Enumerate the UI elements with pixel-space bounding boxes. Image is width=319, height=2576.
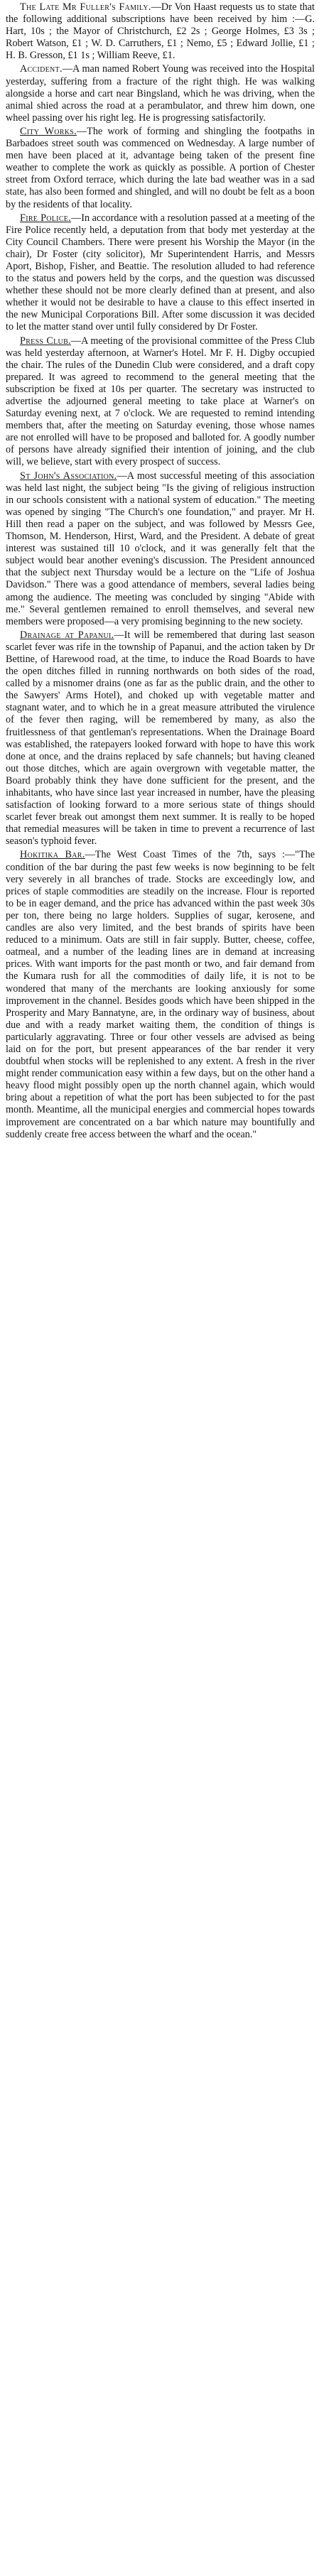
news-heading: The Late Mr Fuller's Family. xyxy=(20,1,151,13)
news-paragraph xyxy=(6,849,315,1140)
news-item-st-johns-association xyxy=(6,470,315,628)
news-body: —A man named Robert Young was received into the Hospital yesterday, suffering from a fracture of the right thigh. He was walking alongside a horse and cart near Bingsland, which he was driving, when the animal shied across the road at a perambulator, and threw him down, one wheel passing over his right leg. He is progressing satisfactorily. xyxy=(6,63,315,124)
news-paragraph xyxy=(6,1,315,62)
news-body: —A most successful meeting of this association was held last night, the subject being "Is the giving of religious instruction in our schools consistent with a national system of education." The meeting was opened by singing "The Church's one foundation," and prayer. Mr H. Hill then read a paper on the subject, and was followed by Messrs Gee, Thomson, M. Henderson, Hirst, Ward, and the President. A debate of great interest was sustained till 10 o'clock, and it was generally felt that the subject would bear another evening's discussion. The President announced that the subject next Thursday would be a lecture on the "Life of Joshua Davidson." There was a good attendance of members, several ladies being among the audience. The meeting was concluded by singing "Abide with me." Several gentlemen remained to enroll themselves, and several new members were proposed—a very promising beginning to the new society. xyxy=(6,470,315,627)
news-body: —The work of forming and shingling the footpaths in Barbadoes street south was commenced on Wednesday. A large number of men have been placed at it, advantage being taken of the present fine weather to complete the work as quickly as possible. A portion of Chester street from Oxford terrace, which during the late bad weather was in a sad state, has also been formed and shingled, and will no doubt be felt as a boon by the residents of that locality. xyxy=(6,125,315,210)
news-heading: Press Club. xyxy=(20,335,71,347)
news-body: —In accordance with a resolution passed at a meeting of the Fire Police recently held, a deputation from that body met yesterday at the City Council Chambers. There were present his Worship the Mayor (in the chair), Dr Foster (city solicitor), Mr Superintendent Harris, and Messrs Aport, Bishop, Fisher, and Beattie. The resolution alluded to had reference to the status and powers held by the corps, and the question was discussed whether these should not be more clearly defined than at present, and also whether it would not be desirable to have a clause to this effect inserted in the new Municipal Corporations Bill. After some discussion it was decided to let the matter stand over until fully considered by Dr Foster. xyxy=(6,212,315,333)
news-item-city-works xyxy=(6,126,315,211)
news-body: —A meeting of the provisional committee of the Press Club was held yesterday afternoon, at Warner's Hotel. Mr F. H. Digby occupied the chair. The rules of the Dunedin Club were considered, and a draft copy prepared. It was agreed to recommend to the general meeting that the subscription be fixed at 10s per quarter. The secretary was instructed to advertise the adjourned general meeting to take place at Warner's on Saturday evening next, at 7 o'clock. We are requested to remind intending members that, after the meeting on Saturday evening, those whose names are not enrolled will have to be proposed and balloted for. A goodly number of persons have already signified their intention of joining, and the club will, we believe, start with every prospect of success. xyxy=(6,335,315,468)
news-body: —It will be remembered that during last season scarlet fever was rife in the township of Papanui, and the action taken by Dr Bettine, of Harewood road, at the time, to induce the Road Boards to have the open ditches filled in running northwards on both sides of the road, called by a misnomer drains (one as far as the public drain, and the other to the Sawyers' Arms Hotel), and choked up with vegetable matter and stagnant water, and to which he in a great measure attributed the virulence of the fever then raging, will be remembered by many, as also the fruitlessness of that gentleman's representations. When the Drainage Board was established, the ratepayers looked forward with hope to have this work done at once, and the drains replaced by safe channels; but having cleaned out those ditches, which are again overgrown with vegetable matter, the Board probably think they have done sufficient for the present, and the inhabitants, who have since last year increased in number, have the pleasing satisfaction of looking forward to a more serious state of things should scarlet fever break out amongst them next summer. It is really to be hoped that remedial measures will be taken in time to prevent a recurrence of last season's typhoid fever. xyxy=(6,629,315,848)
news-paragraph xyxy=(6,63,315,124)
news-item-accident xyxy=(6,63,315,124)
news-body: —Dr Von Haast requests us to state that the following additional subscriptions have been received by him :—G. Hart, 10s ; the Mayor of Christchurch, £2 2s ; George Holmes, £3 3s ; Robert Watson, £1 ; W. D. Carruthers, £1 ; Nemo, £5 ; Edward Jollie, £1 ; H. B. Gresson, £1 1s ; William Reeve, £1. xyxy=(6,1,315,62)
news-item-fire-police xyxy=(6,212,315,334)
news-paragraph xyxy=(6,629,315,848)
news-heading: Fire Police. xyxy=(20,212,72,224)
news-paragraph xyxy=(6,126,315,211)
news-item-press-club xyxy=(6,335,315,469)
news-heading: Hokitika Bar. xyxy=(20,849,85,861)
news-item-fullers-family xyxy=(6,1,315,62)
news-item-hokitika-bar xyxy=(6,849,315,1140)
news-paragraph xyxy=(6,212,315,334)
news-paragraph xyxy=(6,470,315,628)
news-heading: Drainage at Papanui. xyxy=(20,629,114,641)
news-heading: Accident. xyxy=(20,63,63,75)
news-item-drainage-papanui xyxy=(6,629,315,848)
news-heading: St John's Association. xyxy=(20,470,117,482)
news-heading: City Works. xyxy=(20,125,77,137)
news-body: —The West Coast Times of the 7th, says :—"The condition of the bar during the past few weeks is now beginning to be felt very severely in all branches of trade. Stocks are exceedingly low, and prices of staple commodities are steadily on the increase. Flour is reported to be in eager demand, and the price has advanced within the past week 30s per ton, there being no large holders. Supplies of sugar, kerosene, and candles are also very limited, and the best brands of spirits have been reduced to a minimum. Oats are still in fair supply. Butter, cheese, coffee, oatmeal, and a number of the leading lines are in demand at increasing prices. With want imports for the past month or two, and fair demand from the Kumara rush for all the commodities of daily life, it is not to be wondered that many of the merchants are looking anxiously for some improvement in the channel. Besides goods which have been shipped in the Prosperity and Mary Bannatyne, are, in the ordinary way of business, about due and with a ready market waiting them, the condition of things is particularly aggravating. Three or four other vessels are advised as being laid on for the port, but present appearances of the bar render it very doubtful when stocks will be replenished to any extent. A fresh in the river might render communication easy within a few days, but on the other hand a heavy flood might possibly open up the north channel again, which would bring about a repetition of what the port has been subjected to for the past month. Meantime, all the municipal energies and commercial hopes towards improvement are concentrated on a bar which nature may bountifully and suddenly create free access between the wharf and the ocean." xyxy=(6,849,315,1140)
news-paragraph xyxy=(6,335,315,469)
